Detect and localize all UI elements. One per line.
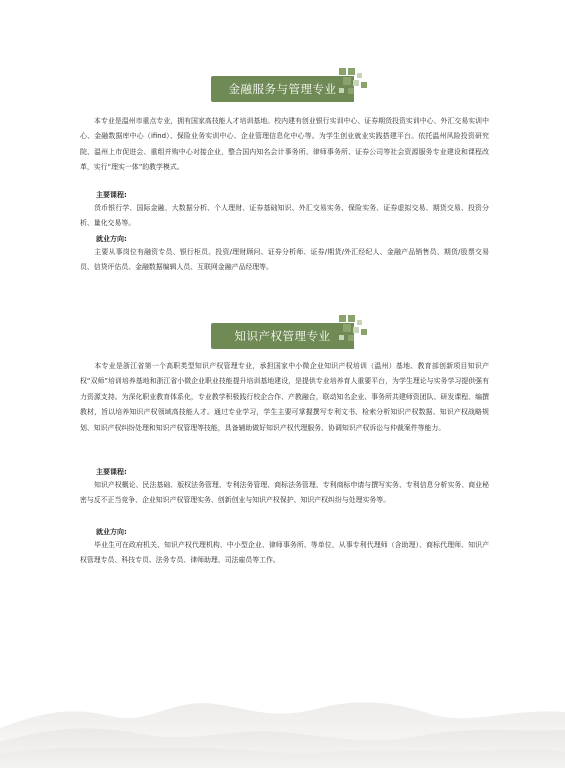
section-title: 金融服务与管理专业 — [228, 82, 337, 96]
jobs-text: 毕业生可在政府机关、知识产权代理机构、中小型企业、律师事务所、等单位，从事专利代理师（含助理）、商标代理师、知识产权管理专员、科技专员、法务专员、律师助理、司法雇员等工作。 — [80, 541, 489, 565]
section-title-banner — [211, 76, 354, 102]
section-title: 知识产权管理专业 — [234, 329, 331, 343]
jobs-label: 就业方向: — [96, 235, 127, 243]
courses-text: 知识产权概论、民法基础、版权法务管理、专利法务管理、商标法务管理、专利商标申请与撰写实务、专利信息分析实务、商业秘密与反不正当竞争、企业知识产权管理实务、创新创业与知识产权保护、知识产权纠纷与处理实务等。 — [80, 481, 489, 505]
jobs-text: 主要从事岗位有融资专员、银行柜员、投资/理财顾问、证券分析师、证券/期货/外汇经纪人、金融产品销售员、期货/股票交易员、信贷评估员、金融数据编辑人员、互联网金融产品经理等。 — [80, 248, 489, 272]
courses-text: 货币银行学、国际金融、大数据分析、个人理财、证券基础知识、外汇交易实务、保险实务、证券虚拟交易、期货交易、投资分析、量化交易等。 — [80, 204, 489, 228]
mountain-landscape-decoration — [0, 658, 565, 768]
courses-label: 主要课程: — [96, 191, 127, 199]
jobs-label: 就业方向: — [96, 528, 127, 536]
section-intro: 本专业是浙江省第一个高职类型知识产权管理专业，承担国家中小微企业知识产权培训（温州）基地、教育部创新项目知识产权“双师”培训培养基地和浙江省小微企业职业技能提升培训基地建设，是提供专业培养育人重要平台，为学生理论与实务学习提供强有力资源支持。为深化职业教育体系化，专业教学积极践行校企合作、产教融合，联动知名企业、事务所共建师资团队、研发课程、编撰教材，旨以培养知识产权领域高技能人才。通过专业学习，学生主要可掌握撰写专利文书、检索分析知识产权数据、知识产权战略规划、知识产权纠纷处理和知识产权管理等技能，具备辅助做好知识产权代理服务、协调知识产权诉讼与仲裁案件等能力。 — [80, 362, 489, 432]
courses-label: 主要课程: — [96, 468, 127, 476]
section-intro: 本专业是温州市重点专业，拥有国家高技能人才培训基地。校内建有创业银行实训中心、证券期货投资实训中心、外汇交易实训中心、金融数据库中心（ifind）、保险业务实训中心、企业管理信息化中心等。为学生创业就业实践搭建平台。依托温州风险投资研究院、温州上市促进会、重组并购中心对接企业，整合国内知名会计事务所、律师事务所、证券公司等社会资源服务专业建设和课程改革，实行“理实一体”的教学模式。 — [80, 117, 489, 172]
section-title-banner — [211, 323, 354, 349]
